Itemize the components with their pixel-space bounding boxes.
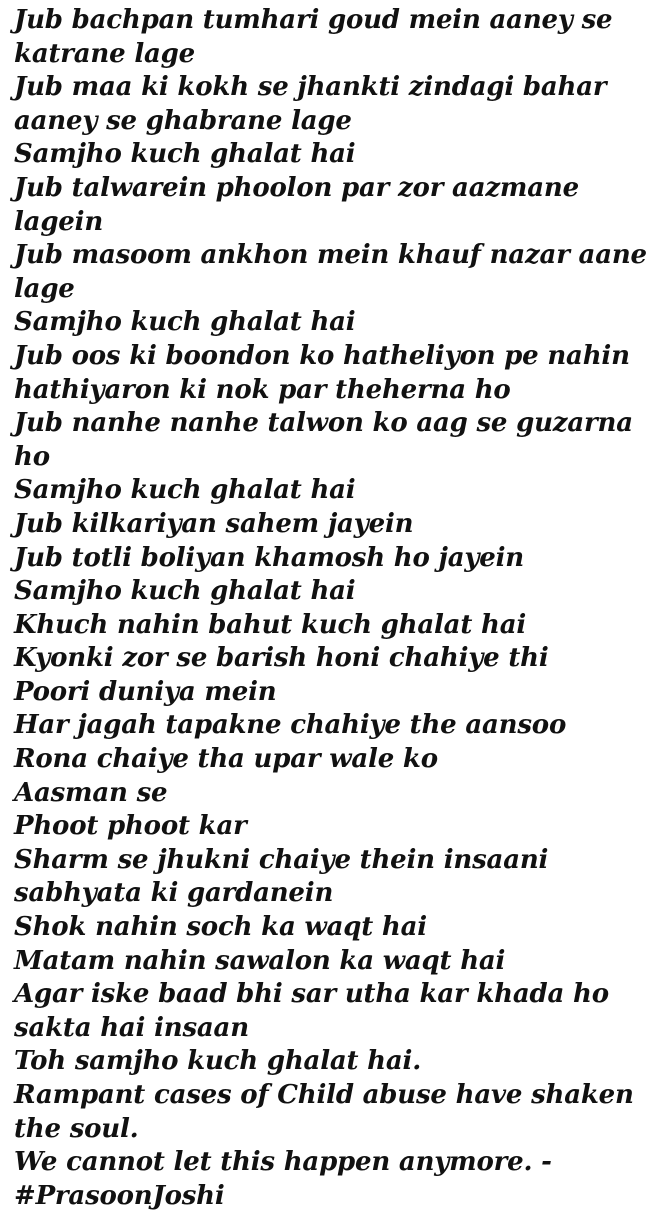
poem-line: Jub masoom ankhon mein khauf nazar aane lage (14, 240, 647, 304)
poem-line: Matam nahin sawalon ka waqt hai (14, 945, 506, 976)
poem-line: Samjho kuch ghalat hai (14, 139, 356, 170)
poem-line: Rampant cases of Child abuse have shaken the soul. (14, 1080, 634, 1144)
poem-line: Khuch nahin bahut kuch ghalat hai (14, 609, 527, 640)
poem-line: Shok nahin soch ka waqt hai (14, 912, 427, 943)
poem-line: We cannot let this happen anymore. - #PrasoonJoshi (14, 1147, 552, 1211)
poem-line: Agar iske baad bhi sar utha kar khada ho sakta hai insaan (14, 979, 609, 1043)
poem-line: Samjho kuch ghalat hai (14, 475, 356, 506)
poem-line: Jub nanhe nanhe talwon ko aag se guzarna ho (14, 408, 633, 472)
poem-line: Jub bachpan tumhari goud mein aaney se katrane lage (14, 5, 613, 69)
poem-line: Samjho kuch ghalat hai (14, 576, 356, 607)
poem-line: Samjho kuch ghalat hai (14, 307, 356, 338)
poem-line: Jub maa ki kokh se jhankti zindagi bahar aaney se ghabrane lage (14, 72, 607, 136)
poem-line: Jub kilkariyan sahem jayein (14, 508, 414, 539)
poem-line: Kyonki zor se barish honi chahiye thi (14, 643, 549, 674)
poem-line: Phoot phoot kar (14, 811, 247, 842)
poem-line: Toh samjho kuch ghalat hai. (14, 1046, 422, 1077)
poem-line: Rona chaiye tha upar wale ko (14, 744, 438, 775)
poem-line: Aasman se (14, 777, 168, 808)
poem-line: Jub oos ki boondon ko hatheliyon pe nahin hathiyaron ki nok par theherna ho (14, 340, 630, 405)
poem-line: Har jagah tapakne chahiye the aansoo (14, 710, 567, 741)
poem-text (14, 4, 658, 1213)
poem-line: Poori duniya mein (14, 676, 277, 707)
poem-line: Sharm se jhukni chaiye thein insaani sabhyata ki gardanein (14, 844, 549, 909)
poem-line: Jub talwarein phoolon par zor aazmane lagein (14, 172, 579, 237)
poem-line: Jub totli boliyan khamosh ho jayein (14, 542, 524, 573)
